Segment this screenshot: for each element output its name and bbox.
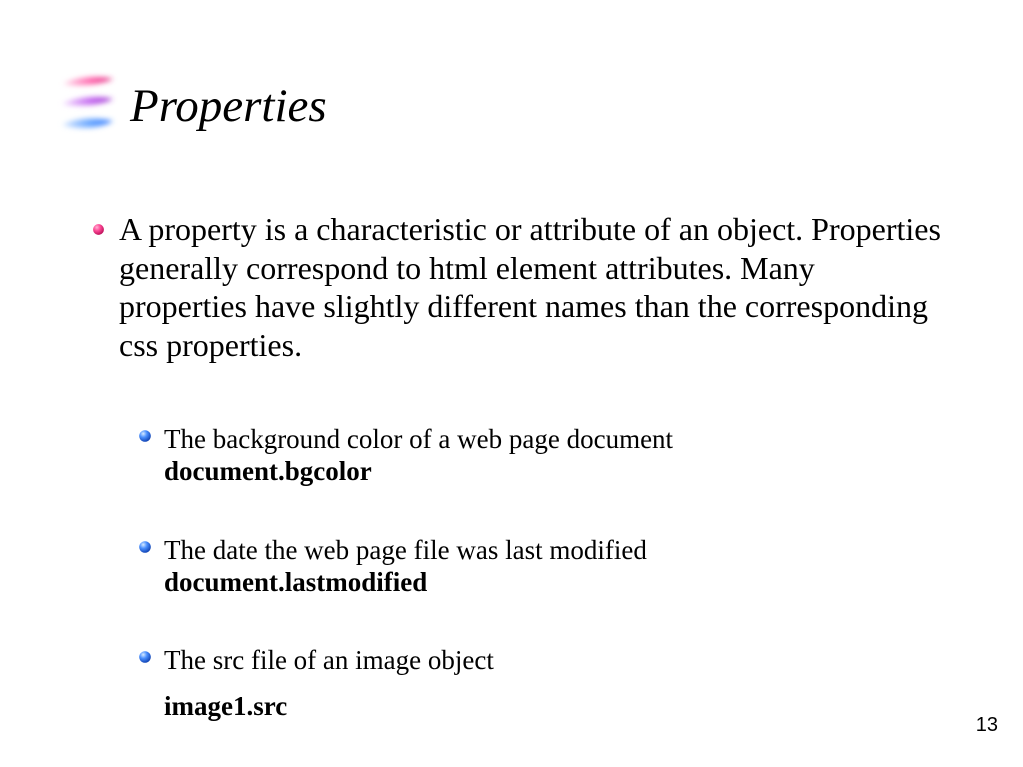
sub-bullet-content bbox=[164, 423, 895, 487]
sub-bullet-code: document.bgcolor bbox=[164, 456, 372, 486]
blue-sphere-bullet-icon bbox=[138, 650, 152, 664]
stacked-swoosh-icon bbox=[55, 70, 119, 136]
sub-bullet-item bbox=[135, 423, 895, 487]
page-number: 13 bbox=[975, 714, 998, 736]
blue-sphere-bullet-icon bbox=[138, 429, 152, 443]
main-bullet-item bbox=[88, 210, 948, 364]
sub-bullet-text: The date the web page file was last modified bbox=[164, 535, 647, 565]
sub-bullet-text: The src file of an image object bbox=[164, 645, 494, 675]
sub-bullet-item bbox=[135, 644, 895, 676]
sub-bullet-code: image1.src bbox=[164, 691, 288, 721]
sub-bullet-content bbox=[164, 644, 895, 676]
sub-bullet-content bbox=[164, 534, 895, 598]
sub-bullet-code: document.lastmodified bbox=[164, 567, 428, 597]
blue-sphere-bullet-icon bbox=[138, 540, 152, 554]
main-bullet-text: A property is a characteristic or attribute of an object. Properties generally correspond to html element attributes. Many properties have slightly different names than the corresponding css properties. bbox=[119, 211, 941, 363]
slide-title: Properties bbox=[130, 80, 327, 132]
pink-sphere-bullet-icon bbox=[92, 223, 105, 236]
sub-bullet-item bbox=[135, 534, 895, 598]
sub-bullet-text: The background color of a web page document bbox=[164, 424, 674, 454]
